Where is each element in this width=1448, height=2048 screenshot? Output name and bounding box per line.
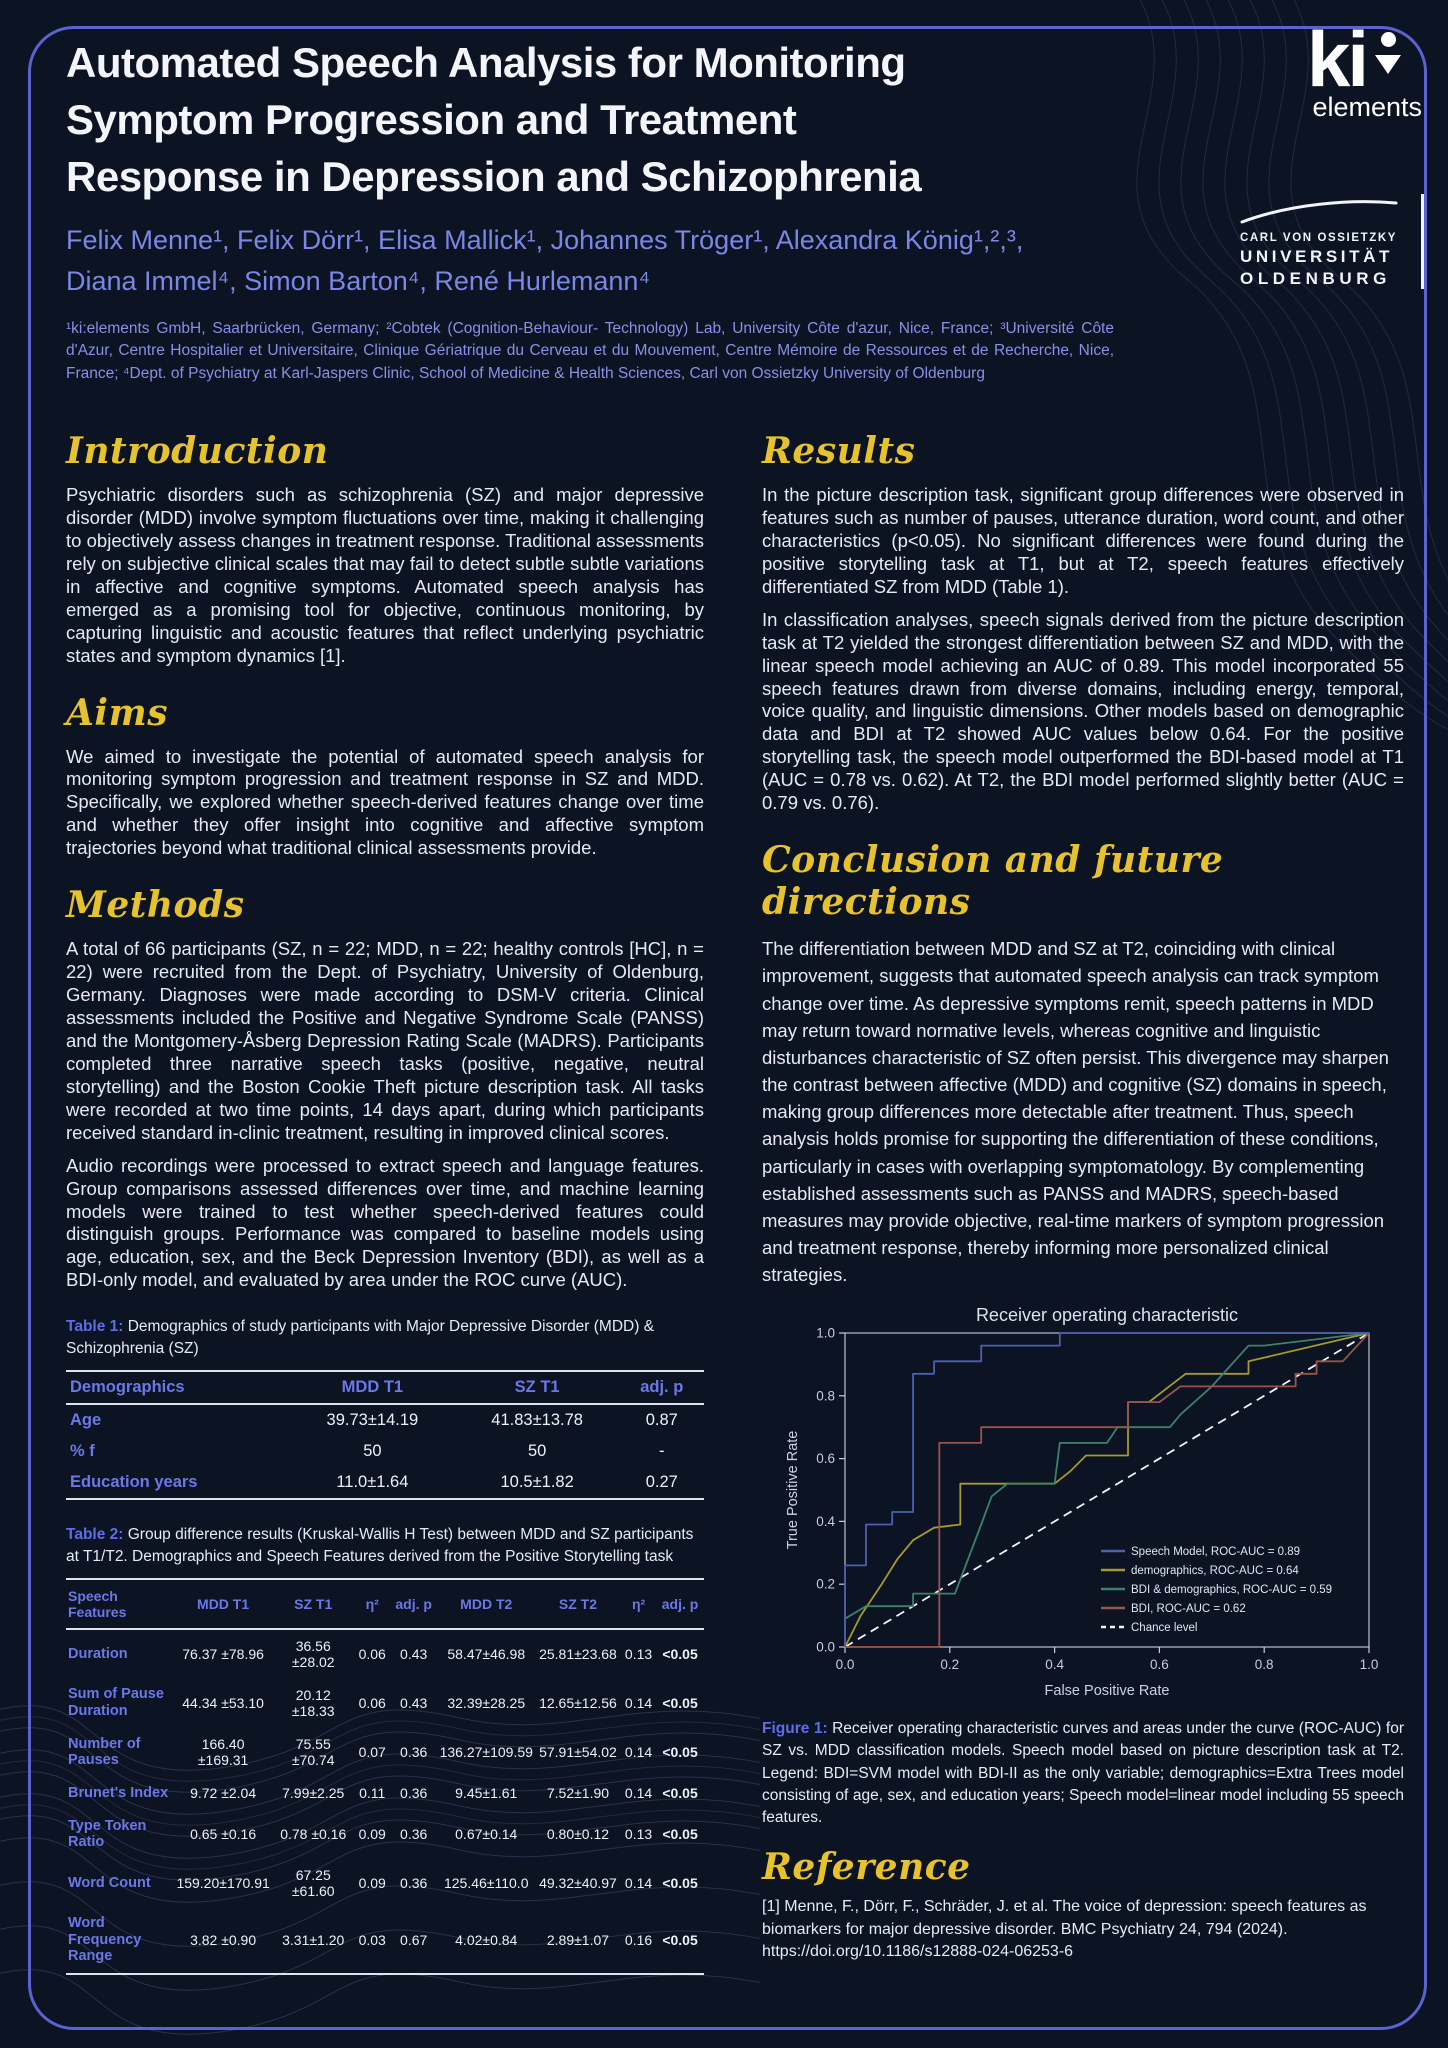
table2-header-mdd-t2: MDD T2 — [460, 1596, 513, 1613]
university-name-small: CARL VON OSSIETZKY — [1240, 232, 1398, 244]
cell: 76.37 ±78.96 — [182, 1646, 264, 1663]
table1-header-row — [66, 1371, 704, 1404]
roc-chart — [783, 1303, 1383, 1703]
table-row — [66, 1907, 704, 1974]
cell: 0.43 — [400, 1646, 428, 1663]
table-row — [66, 1404, 704, 1436]
university-logo-arc — [1240, 196, 1398, 224]
svg-text:1.0: 1.0 — [816, 1325, 835, 1341]
x-axis-label: False Positive Rate — [1044, 1682, 1170, 1699]
cell: 50 — [363, 1442, 382, 1461]
cell: 49.32±40.97 — [539, 1875, 617, 1892]
cell: 44.34 ±53.10 — [182, 1695, 264, 1712]
row-label: Duration — [68, 1646, 128, 1663]
row-label: % f — [70, 1442, 95, 1461]
aims-body: We aimed to investigate the potential of automated speech analysis for monitoring symptom progression and treatment response in SZ and MDD. Specifically, we explored whether speech-derived features change over time and whether they offer insight into cognitive and affective symptom trajectories beyond what traditional clinical assessments provide. — [66, 745, 704, 859]
section-heading-reference: Reference — [762, 1845, 971, 1888]
svg-text:0.2: 0.2 — [816, 1576, 835, 1592]
svg-text:0.8: 0.8 — [816, 1387, 835, 1403]
table2-header-speech-features: Speech Features — [68, 1588, 127, 1621]
table2-header-adjp-t1: adj. p — [395, 1596, 432, 1613]
cell: 0.14 — [624, 1695, 653, 1712]
cell-significance: <0.05 — [662, 1932, 698, 1949]
table1-header-mdd-t1: MDD T1 — [341, 1378, 404, 1397]
table2-header-sz-t1: SZ T1 — [294, 1596, 333, 1613]
row-label: Sum of Pause Duration — [68, 1686, 164, 1720]
row-label: Type Token Ratio — [68, 1817, 147, 1851]
ki-triangle-icon — [1375, 55, 1401, 74]
cell: 0.67 — [400, 1932, 428, 1949]
table2-caption-text: Group difference results (Kruskal-Wallis H Test) between MDD and SZ participants at T1/T2. Demographics and Speech Features derived from the Positive Storytelling task — [66, 1526, 694, 1566]
methods-paragraph-1: A total of 66 participants (SZ, n = 22; MDD, n = 22; healthy controls [HC], n = 22) were recruited from the Dept. of Psychiatry, University of Oldenburg, Germany. Diagnoses were made according to DSM-V criteria. Clinical assessments included the Positive and Negative Syndrome Scale (PANSS) and the Montgomery-Åsberg Depression Rating Scale (MADRS). Participants completed three narrative speech tasks (positive, negative, neutral storytelling) and the Boston Cookie Theft picture description task. All tasks were recorded at two time points, 14 days apart, during which participants received standard in-clinic treatment, resulting in improved clinical scores. — [66, 938, 704, 1143]
table2-header-eta2-t1: η² — [365, 1596, 379, 1613]
table-speech-features — [66, 1578, 704, 1975]
y-ticks — [816, 1325, 845, 1654]
section-heading-conclusion: Conclusion and future directions — [762, 839, 1224, 924]
cell: 75.55 ±70.74 — [291, 1736, 335, 1769]
section-heading-results: Results — [762, 430, 916, 472]
cell: 0.36 — [400, 1875, 428, 1892]
table-row — [66, 1629, 704, 1678]
cell: 12.65±12.56 — [539, 1695, 617, 1712]
legend-speech-model: Speech Model, ROC-AUC = 0.89 — [1131, 1545, 1301, 1558]
cell: - — [659, 1442, 665, 1461]
table2-caption-label: Table 2: — [66, 1526, 124, 1544]
cell: 159.20±170.91 — [176, 1875, 270, 1892]
cell: 0.36 — [400, 1744, 428, 1761]
cell: 41.83±13.78 — [491, 1411, 583, 1430]
cell: 0.13 — [624, 1646, 653, 1663]
cell: 0.06 — [358, 1646, 386, 1663]
chart-legend — [1101, 1546, 1332, 1634]
cell: 0.43 — [400, 1695, 428, 1712]
cell: 25.81±23.68 — [539, 1646, 617, 1663]
cell-significance: <0.05 — [662, 1744, 698, 1761]
row-label: Age — [70, 1411, 102, 1430]
table2-caption — [66, 1524, 704, 1568]
cell: 0.07 — [358, 1744, 386, 1761]
figure1-caption-text: Receiver operating characteristic curves and areas under the curve (ROC-AUC) for SZ vs. MDD classification models. Speech model based on picture description task at T2. Legend: BDI=SVM model with BDI-II as the only variable; demographics=Extra Trees model consisting of age, sex, and education years; Speech model=linear model including 55 speech features. — [762, 1719, 1405, 1827]
table2-header-adjp-t2: adj. p — [661, 1596, 699, 1613]
results-paragraph-1: In the picture description task, significant group differences were observed in features such as number of pauses, utterance duration, word count, and other characteristics (p<0.05). No significant differences were found during the positive storytelling task at T1, but at T2, speech features effectively differentiated SZ from MDD (Table 1). — [762, 484, 1404, 597]
table2-header-sz-t2: SZ T2 — [558, 1596, 598, 1613]
table-row — [66, 1436, 704, 1467]
cell: 0.14 — [624, 1785, 653, 1802]
section-heading-introduction: Introduction — [66, 430, 329, 472]
legend-bdi-demographics: BDI & demographics, ROC-AUC = 0.59 — [1131, 1583, 1333, 1596]
svg-text:0.0: 0.0 — [835, 1656, 855, 1672]
figure1-caption-label: Figure 1: — [762, 1719, 828, 1737]
table2-header-row — [66, 1579, 704, 1629]
cell: 0.87 — [645, 1411, 678, 1430]
ki-colon-icon — [1375, 32, 1401, 74]
cell: 32.39±28.25 — [447, 1695, 526, 1712]
table-row — [66, 1810, 704, 1859]
cell-significance: <0.05 — [662, 1695, 698, 1712]
authors-line-1: Felix Menne¹, Felix Dörr¹, Elisa Mallick¹, Johannes Tröger¹, Alexandra König¹,²,³, — [66, 225, 1024, 255]
section-heading-methods: Methods — [66, 884, 245, 927]
cell: 0.11 — [359, 1785, 386, 1802]
cell: 2.89±1.07 — [546, 1932, 610, 1949]
cell: 67.25 ±61.60 — [291, 1867, 335, 1900]
cell: 3.82 ±0.90 — [190, 1932, 257, 1949]
svg-text:0.6: 0.6 — [1150, 1656, 1169, 1672]
table1-header-adj-p: adj. p — [640, 1378, 684, 1397]
cell: 0.09 — [358, 1826, 386, 1843]
table-row — [66, 1728, 704, 1777]
roc-curve-chance — [845, 1333, 1369, 1647]
table-demographics — [66, 1370, 704, 1500]
cell-significance: <0.05 — [662, 1826, 698, 1843]
cell: 0.03 — [358, 1932, 386, 1949]
table-row — [66, 1777, 704, 1810]
svg-text:0.8: 0.8 — [1254, 1656, 1274, 1672]
cell: 11.0±1.64 — [336, 1473, 409, 1492]
table1-header-sz-t1: SZ T1 — [514, 1378, 560, 1397]
reference-body: [1] Menne, F., Dörr, F., Schräder, J. et al. The voice of depression: speech features as biomarkers for major depressive disorder. BMC Psychiatry 24, 794 (2024). https://doi.org/10.1186/s12888-024-06253-6 — [762, 1897, 1367, 1961]
right-column — [762, 430, 1404, 1964]
cell: 0.65 ±0.16 — [190, 1826, 257, 1843]
ki-logo-subtext: elements — [1312, 91, 1422, 122]
cell: 136.27±109.59 — [439, 1744, 533, 1761]
table2-header-eta2-t2: η² — [631, 1596, 646, 1613]
row-label: Brunet's Index — [68, 1785, 169, 1802]
cell: 9.72 ±2.04 — [190, 1785, 257, 1802]
table-row — [66, 1678, 704, 1727]
cell: 0.16 — [624, 1932, 653, 1949]
authors — [66, 220, 1096, 301]
cell: 9.45±1.61 — [455, 1785, 518, 1802]
university-logo — [1240, 196, 1424, 289]
cell: 0.27 — [645, 1473, 678, 1492]
section-heading-aims: Aims — [66, 691, 168, 734]
svg-text:0.2: 0.2 — [940, 1656, 960, 1672]
cell: 50 — [527, 1442, 547, 1461]
cell: 0.36 — [400, 1785, 428, 1802]
table1-caption-text: Demographics of study participants with Major Depressive Disorder (MDD) & Schizophrenia (SZ) — [66, 1318, 655, 1358]
cell: 166.40 ±169.31 — [197, 1736, 249, 1769]
table1-caption — [66, 1316, 704, 1360]
y-axis-label: True Positive Rate — [785, 1430, 801, 1549]
legend-demographics: demographics, ROC-AUC = 0.64 — [1131, 1564, 1299, 1577]
cell-significance: <0.05 — [662, 1875, 698, 1892]
university-logo-bar — [1421, 194, 1424, 289]
cell: 3.31±1.20 — [282, 1932, 345, 1949]
svg-text:0.6: 0.6 — [816, 1450, 835, 1466]
cell: 0.14 — [624, 1875, 653, 1892]
cell: 20.12 ±18.33 — [291, 1687, 335, 1720]
legend-bdi: BDI, ROC-AUC = 0.62 — [1131, 1602, 1246, 1615]
table2-header-mdd-t1: MDD T1 — [197, 1596, 250, 1613]
cell: 0.80±0.12 — [546, 1826, 610, 1843]
cell: 4.02±0.84 — [455, 1932, 518, 1949]
row-label: Word Frequency Range — [68, 1915, 142, 1965]
cell: 0.67±0.14 — [455, 1826, 518, 1843]
x-ticks — [836, 1647, 1379, 1672]
cell: 57.91±54.02 — [539, 1744, 617, 1761]
svg-text:0.4: 0.4 — [816, 1513, 835, 1529]
cell: 36.56 ±28.02 — [291, 1638, 335, 1671]
ki-dot-icon — [1381, 32, 1396, 47]
cell-significance: <0.05 — [662, 1646, 698, 1663]
cell: 7.52±1.90 — [546, 1785, 610, 1802]
cell: 0.06 — [358, 1695, 386, 1712]
legend-chance-level: Chance level — [1131, 1621, 1198, 1634]
authors-line-2: Diana Immel⁴, Simon Barton⁴, René Hurlemann⁴ — [66, 265, 651, 296]
cell: 0.78 ±0.16 — [280, 1826, 347, 1843]
introduction-body: Psychiatric disorders such as schizophrenia (SZ) and major depressive disorder (MDD) involve symptom fluctuations over time, making it challenging to objectively assess changes in treatment response. Traditional assessments rely on subjective clinical scales that may fail to detect subtle subtle variations in affective and cognitive symptoms. Automated speech analysis has emerged as a promising tool for objective, continuous monitoring, by capturing linguistic and acoustic features that reflect underlying psychiatric states and symptom dynamics [1]. — [66, 484, 704, 666]
svg-text:1.0: 1.0 — [1359, 1656, 1379, 1672]
table1-header-demographics: Demographics — [70, 1378, 185, 1397]
cell: 0.09 — [358, 1875, 386, 1892]
roc-figure — [762, 1303, 1404, 1708]
figure1-caption — [762, 1718, 1404, 1830]
cell-significance: <0.05 — [662, 1785, 698, 1802]
cell: 58.47±46.98 — [447, 1646, 526, 1663]
row-label: Education years — [70, 1473, 198, 1492]
university-name-big: UNIVERSITÄT — [1240, 247, 1393, 266]
svg-text:0.0: 0.0 — [816, 1639, 835, 1655]
cell: 7.99±2.25 — [282, 1785, 345, 1802]
ki-elements-logo — [1282, 15, 1426, 123]
affiliations: ¹ki:elements GmbH, Saarbrücken, Germany; ²Cobtek (Cognition-Behaviour- Technology) Lab, University Côte d'azur, Nice, France; ³Université Côte d'Azur, Centre Hospitalier et Universitaire, Clinique Gériatrique du Cerveau et du Mouvement, Centre Mémoire de Ressources et de Recherche, Nice, France; ⁴Dept. of Psychiatry at Karl-Jaspers Clinic, School of Medicine & Health Sciences, Carl von Ossietzky University of Oldenburg — [66, 320, 1114, 382]
results-paragraph-2: In classification analyses, speech signals derived from the picture description task at T2 yielded the strongest differentiation between SZ and MDD, with the linear speech model achieving an AUC of 0.89. This model incorporated 55 speech features drawn from diverse domains, including energy, temporal, voice quality, and linguistic dimensions. Other models based on demographic data and BDI at T2 showed AUC values below 0.64. For the positive storytelling task, the speech model outperformed the BDI-based model at T1 (AUC = 0.78 vs. 0.62). At T2, the BDI model performed slightly better (AUC = 0.79 vs. 0.76). — [762, 608, 1404, 814]
conclusion-body: The differentiation between MDD and SZ at T2, coinciding with clinical improvement, suggests that automated speech analysis can track symptom change over time. As depressive symptoms remit, speech patterns in MDD may return toward normative levels, whereas cognitive and linguistic disturbances characteristic of SZ often persist. This divergence may sharpen the contrast between affective (MDD) and cognitive (SZ) domains in speech, making group differences more detectable after treatment. Thus, speech analysis holds promise for supporting the differentiation of these conditions, particularly in cases with overlapping symptomatology. By complementing established assessments such as PANSS and MADRS, speech-based measures may provide objective, real-time markers of symptom progression and treatment response, thereby informing more personalized clinical strategies. — [762, 938, 1389, 1286]
methods-paragraph-2: Audio recordings were processed to extract speech and language features. Group comparisons assessed differences over time, and machine learning models were trained to test whether speech-derived features could distinguish groups. Performance was compared to baseline models using age, education, sex, and the Beck Depression Inventory (BDI), as well as a BDI-only model, and evaluated by area under the ROC curve (AUC). — [66, 1154, 704, 1291]
svg-text:0.4: 0.4 — [1045, 1656, 1064, 1672]
cell: 0.36 — [400, 1826, 428, 1843]
row-label: Word Count — [68, 1874, 151, 1891]
university-city: OLDENBURG — [1240, 269, 1391, 288]
cell: 0.13 — [624, 1826, 653, 1843]
left-column — [66, 430, 704, 1975]
row-label: Number of Pauses — [68, 1735, 141, 1769]
cell: 39.73±14.19 — [326, 1411, 419, 1430]
table-row — [66, 1467, 704, 1499]
cell: 10.5±1.82 — [500, 1473, 574, 1492]
poster-title: Automated Speech Analysis for Monitoring Symptom Progression and Treatment Response in Depression and Schizophrenia — [66, 39, 922, 201]
table1-caption-label: Table 1: — [66, 1318, 124, 1336]
table-row — [66, 1859, 704, 1907]
chart-title: Receiver operating characteristic — [975, 1304, 1239, 1325]
cell: 125.46±110.0 — [443, 1875, 529, 1892]
cell: 0.14 — [624, 1744, 653, 1761]
ki-logo-mark: ki — [1306, 15, 1367, 103]
